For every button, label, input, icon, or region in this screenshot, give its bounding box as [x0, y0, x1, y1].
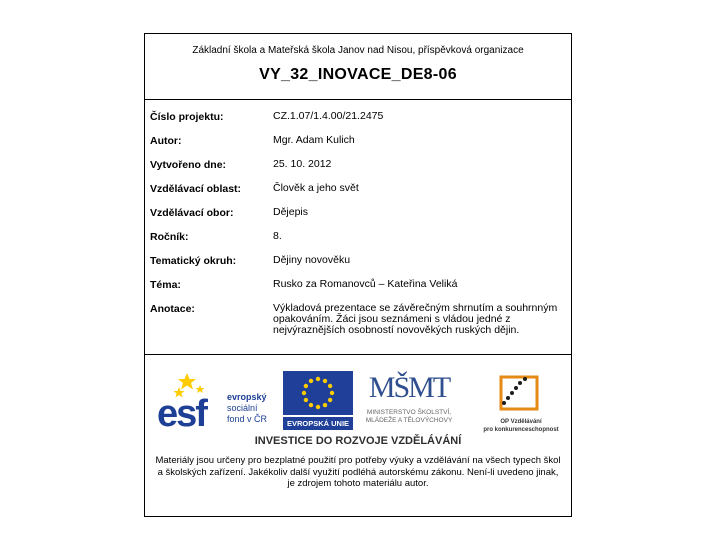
op-logo — [479, 373, 563, 431]
row-value: Rusko za Romanovců – Kateřina Veliká — [273, 278, 458, 290]
op-emblem — [479, 373, 563, 413]
row-label: Téma: — [150, 279, 181, 291]
svg-text:fond v ČR: fond v ČR — [227, 414, 268, 424]
msmt-line-2: MLÁDEŽE A TĚLOVÝCHOVY — [365, 417, 453, 424]
row-value: Dějiny novověku — [273, 254, 351, 266]
svg-text:sociální: sociální — [227, 403, 258, 413]
svg-text:esf: esf — [157, 393, 206, 430]
msmt-logo — [359, 371, 459, 431]
esf-logo — [157, 370, 281, 430]
footer-section — [145, 355, 571, 517]
material-code: VY_32_INOVACE_DE8-06 — [259, 66, 457, 83]
document-frame — [144, 33, 572, 517]
row-label: Číslo projektu: — [150, 111, 224, 123]
esf-emblem — [157, 370, 281, 430]
header-section — [145, 34, 571, 100]
school-name: Základní škola a Mateřská škola Janov nad Nisou, příspěvková organizace — [192, 45, 524, 56]
row-value: Dějepis — [273, 206, 309, 218]
row-label: Vzdělávací obor: — [150, 207, 234, 219]
row-label: Vytvořeno dne: — [150, 159, 227, 171]
row-value: Člověk a jeho svět — [273, 182, 359, 194]
info-table — [145, 100, 571, 355]
svg-text:evropský: evropský — [227, 392, 267, 402]
row-label: Anotace: — [150, 303, 195, 315]
row-value: Výkladová prezentace se závěrečným shrnutím a souhrnným opakováním. Žáci jsou seznámeni s vládou jedné z nejvýraznějších osobností novověkých ruských dějin. — [273, 302, 558, 336]
row-value: CZ.1.07/1.4.00/21.2475 — [273, 110, 384, 122]
row-label: Autor: — [150, 135, 182, 147]
op-line-2: pro konkurenceschopnost — [483, 427, 559, 433]
eu-logo — [283, 371, 355, 431]
row-label: Vzdělávací oblast: — [150, 183, 242, 195]
row-value: 25. 10. 2012 — [273, 158, 332, 170]
row-label: Tematický okruh: — [150, 255, 237, 267]
investment-slogan: INVESTICE DO ROZVOJE VZDĚLÁVÁNÍ — [254, 435, 462, 447]
op-line-1: OP Vzdělávání — [500, 419, 542, 425]
usage-disclaimer: Materiály jsou určeny pro bezplatné použití pro potřeby výuky a vzdělávání na všech typech škol a školských zařízení. Jakékoliv další využití podléhá autorskému zákonu. Není-li uvedeno jinak, je zdrojem tohoto materiálu autor. — [155, 455, 561, 489]
eu-stars-icon — [283, 371, 353, 415]
msmt-line-1: MINISTERSTVO ŠKOLSTVÍ, — [366, 409, 452, 416]
row-value: Mgr. Adam Kulich — [273, 134, 355, 146]
msmt-letters: MŠMT — [368, 371, 450, 404]
eu-caption: EVROPSKÁ UNIE — [283, 417, 353, 430]
eu-flag — [283, 371, 353, 415]
row-value: 8. — [273, 230, 282, 242]
row-label: Ročník: — [150, 231, 189, 243]
